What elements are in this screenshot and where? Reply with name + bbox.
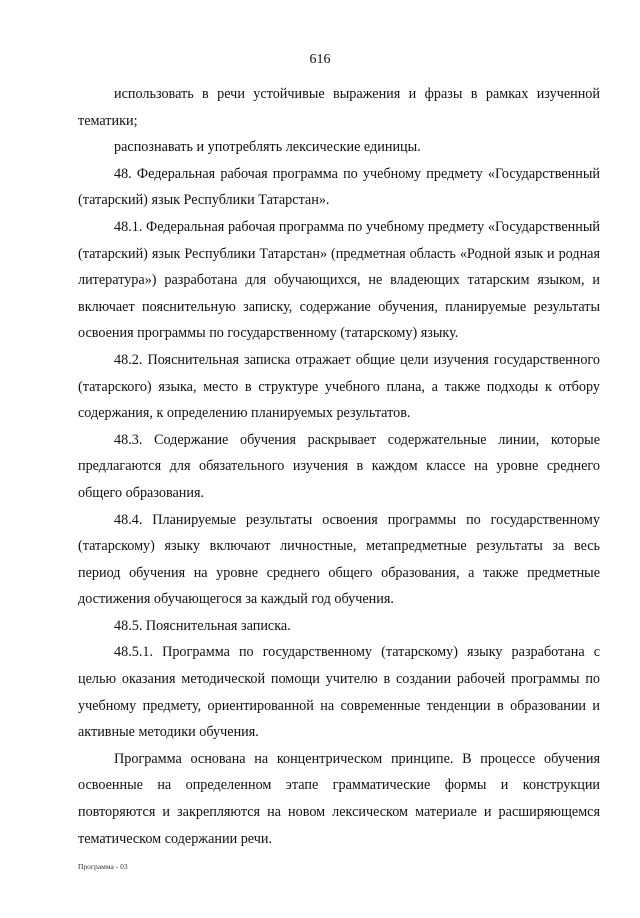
page-footer: Программа - 03	[78, 862, 128, 871]
paragraph: Программа основана на концентрическом принципе. В процессе обучения освоенные на определенном этапе грамматические формы и конструкции повторяются и закрепляются на новом лексическом материале и расширяющемся тематическом содержании речи.	[78, 750, 600, 847]
paragraph: 48. Федеральная рабочая программа по учебному предмету «Государственный (татарский) язык Республики Татарстан».	[78, 165, 600, 209]
paragraph: 48.3. Содержание обучения раскрывает содержательные линии, которые предлагаются для обязательного изучения в каждом классе на уровне среднего общего образования.	[78, 431, 600, 501]
paragraph: 48.1. Федеральная рабочая программа по учебному предмету «Государственный (татарский) язык Республики Татарстан» (предметная область «Родной язык и родная литература») разработана для обучающихся, не владеющих татарским языком, и включает пояснительную записку, содержание обучения, планируемые результаты освоения программы по государственному (татарскому) языку.	[78, 218, 600, 342]
page-number: 616	[309, 52, 331, 67]
paragraph: 48.5. Пояснительная записка.	[114, 617, 291, 634]
paragraph: 48.4. Планируемые результаты освоения программы по государственному (татарскому) языку включают личностные, метапредметные результаты за весь период обучения на уровне среднего общего образования, а также предметные достижения обучающегося за каждый год обучения.	[78, 511, 600, 608]
document-body	[78, 81, 600, 852]
paragraph: использовать в речи устойчивые выражения и фразы в рамках изученной тематики;	[78, 86, 600, 129]
paragraph: 48.2. Пояснительная записка отражает общие цели изучения государственного (татарского) языка, место в структуре учебного плана, а также подходы к отбору содержания, к определению планируемых результатов.	[78, 351, 600, 422]
paragraph: распознавать и употреблять лексические единицы.	[114, 139, 421, 156]
paragraph: 48.5.1. Программа по государственному (татарскому) языку разработана с целью оказания методической помощи учителю в создании рабочей программы по учебному предмету, ориентированной на современные тенденции в образовании и активные методики обучения.	[78, 644, 600, 741]
